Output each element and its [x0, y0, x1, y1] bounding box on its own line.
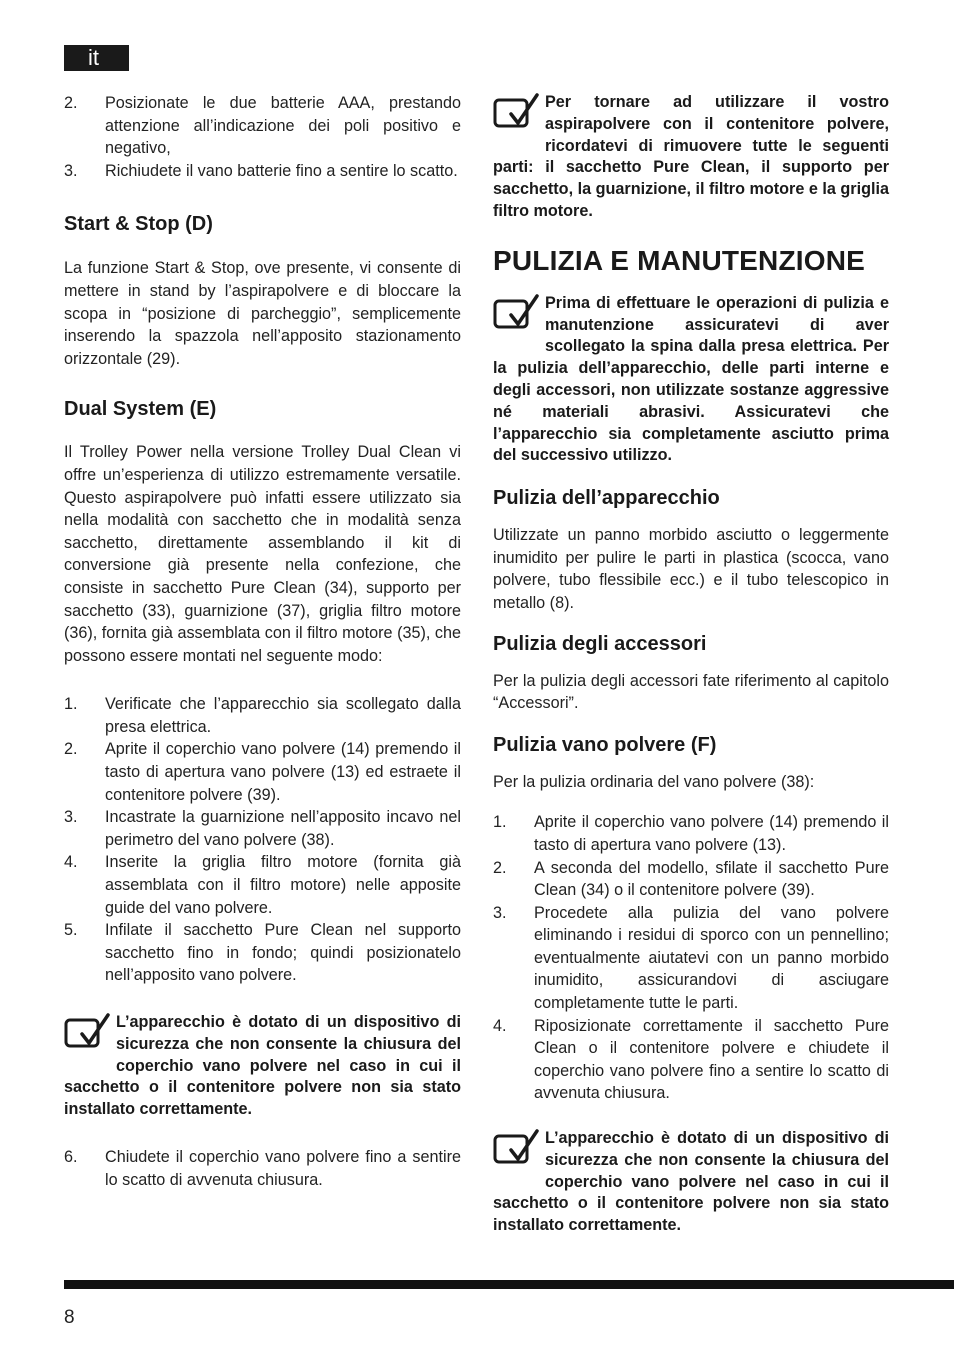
list-number: 3.	[493, 903, 507, 922]
list-number: 3.	[64, 808, 78, 827]
list-text: Inserite la griglia filtro motore (fornita già assemblata con il filtro motore) nelle apposite guide del vano polvere.	[105, 853, 461, 917]
checkbox-check-icon	[493, 1128, 545, 1172]
start-stop-heading: Start & Stop (D)	[64, 213, 213, 236]
pulizia-apparecchio-heading: Pulizia dell’apparecchio	[493, 487, 720, 510]
cleaning-warning-note	[493, 293, 889, 467]
pulizia-accessori-heading: Pulizia degli accessori	[493, 632, 707, 655]
list-item	[493, 1015, 889, 1105]
list-item	[64, 738, 461, 806]
list-number: 5.	[64, 921, 78, 940]
list-item	[64, 851, 461, 919]
list-item	[493, 811, 889, 856]
list-text: Aprite il coperchio vano polvere (14) premendo il tasto di apertura vano polvere (13).	[534, 813, 889, 854]
language-tab: it	[64, 45, 129, 71]
list-text: Riposizionate correttamente il sacchetto Pure Clean o il contenitore polvere e chiudete il coperchio vano polvere fino a sentire lo scatto di avvenuta chiusura.	[534, 1016, 889, 1103]
list-text: Infilate il sacchetto Pure Clean nel supporto sacchetto fino in fondo; quindi posizionatelo nell’apposito vano polvere.	[105, 921, 461, 985]
final-list	[64, 1146, 461, 1191]
list-number: 2.	[64, 740, 78, 759]
checkbox-check-icon	[493, 92, 545, 136]
list-item	[64, 693, 461, 738]
start-stop-text: La funzione Start & Stop, ove presente, vi consente di mettere in stand by l’aspirapolvere e di bloccare la scopa in “posizione di parcheggio”, semplicemente inserendo la spazzola nell’apposito stazionamento orizzontale (29).	[64, 259, 461, 368]
page-number: 8	[64, 1307, 75, 1328]
checkbox-check-icon	[493, 293, 545, 337]
list-item	[64, 806, 461, 851]
list-number: 4.	[493, 1016, 507, 1035]
section-title: PULIZIA E MANUTENZIONE	[493, 244, 866, 276]
footer-rule	[64, 1280, 954, 1289]
list-number: 3.	[64, 161, 78, 180]
list-item	[493, 902, 889, 1015]
pulizia-vano-text: Per la pulizia ordinaria del vano polvere (38):	[493, 772, 815, 791]
dual-system-list	[64, 693, 461, 987]
list-text: Richiudete il vano batterie fino a sentire lo scatto.	[105, 161, 458, 180]
dual-system-text: Il Trolley Power nella versione Trolley Dual Clean vi offre un’esperienza di utilizzo estremamente versatile. Questo aspirapolvere può infatti essere utilizzato sia nella modalità con sacchetto che in modalità senza sacchetto, direttamente assemblando il kit di conversione già presente nella confezione, che consiste in sacchetto Pure Clean (34), supporto per sacchetto (33), guarnizione (37), griglia filtro motore (36), fornita già assemblata con il filtro motore (35), che possono essere montati nel seguente modo:	[64, 443, 461, 665]
list-number: 6.	[64, 1147, 78, 1166]
removal-note-text: Per tornare ad utilizzare il vostro aspirapolvere con il contenitore polvere, ricordatevi di rimuovere tutte le seguenti parti: il sacchetto Pure Clean, il supporto per sacchetto, la guarnizione, il filtro motore e la griglia filtro motore.	[493, 93, 889, 220]
safety-note-text: L’apparecchio è dotato di un dispositivo di sicurezza che non consente la chiusura del coperchio vano polvere nel caso in cui il sacchetto o il contenitore polvere non sia stato installato correttamente.	[64, 1013, 461, 1119]
removal-note	[493, 92, 889, 223]
list-item	[493, 857, 889, 902]
left-column	[64, 92, 461, 1191]
list-text: A seconda del modello, sfilate il sacchetto Pure Clean (34) o il contenitore polvere (39).	[534, 858, 889, 900]
pulizia-accessori-text: Per la pulizia degli accessori fate riferimento al capitolo “Accessori”.	[493, 671, 889, 713]
list-number: 1.	[493, 813, 507, 832]
safety-note	[64, 1012, 461, 1121]
vano-list	[493, 811, 889, 1105]
right-column	[493, 92, 889, 1237]
cleaning-warning-text: Prima di effettuare le operazioni di pulizia e manutenzione assicuratevi di aver scollegato la spina dalla presa elettrica. Per la pulizia dell’apparecchio, delle parti interne e degli accessori, non utilizzate sostanze aggressive né materiali abrasivi. Assicuratevi che l’apparecchio sia completamente asciutto prima del successivo utilizzo.	[493, 293, 889, 465]
list-item	[64, 160, 461, 183]
list-item	[64, 92, 461, 160]
list-number: 2.	[493, 858, 507, 877]
pulizia-apparecchio-text: Utilizzate un panno morbido asciutto o leggermente inumidito per pulire le parti in plastica (scocca, vano polvere, tubo flessibile ecc.) e il tubo telescopico in metallo (8).	[493, 526, 889, 612]
list-number: 1.	[64, 695, 78, 714]
list-text: Verificate che l’apparecchio sia scollegato dalla presa elettrica.	[105, 695, 461, 736]
checkbox-check-icon	[64, 1012, 116, 1056]
list-text: Posizionate le due batterie AAA, prestando attenzione all’indicazione dei poli positivo e negativo,	[105, 94, 461, 158]
safety-note-text: L’apparecchio è dotato di un dispositivo di sicurezza che non consente la chiusura del coperchio vano polvere nel caso in cui il sacchetto o il contenitore polvere non sia stato installato correttamente.	[493, 1129, 889, 1235]
dual-system-heading: Dual System (E)	[64, 398, 217, 421]
list-text: Chiudete il coperchio vano polvere fino a sentire lo scatto di avvenuta chiusura.	[105, 1147, 461, 1189]
list-number: 4.	[64, 853, 78, 872]
list-text: Aprite il coperchio vano polvere (14) premendo il tasto di apertura vano polvere (13) ed estraete il contenitore polvere (39).	[105, 740, 461, 804]
intro-list	[64, 92, 461, 182]
pulizia-vano-heading: Pulizia vano polvere (F)	[493, 733, 717, 756]
list-text: Procedete alla pulizia del vano polvere eliminando i residui di sporco con un pennellino; eventualmente aiutatevi con un panno morbido inumidito, assicurandovi di asciugare completamente tutte le parti.	[534, 903, 889, 1013]
safety-note	[493, 1128, 889, 1237]
list-number: 2.	[64, 94, 78, 112]
list-text: Incastrate la guarnizione nell’apposito incavo nel perimetro del vano polvere (38).	[105, 808, 461, 849]
list-item	[64, 1146, 461, 1191]
list-item	[64, 919, 461, 987]
